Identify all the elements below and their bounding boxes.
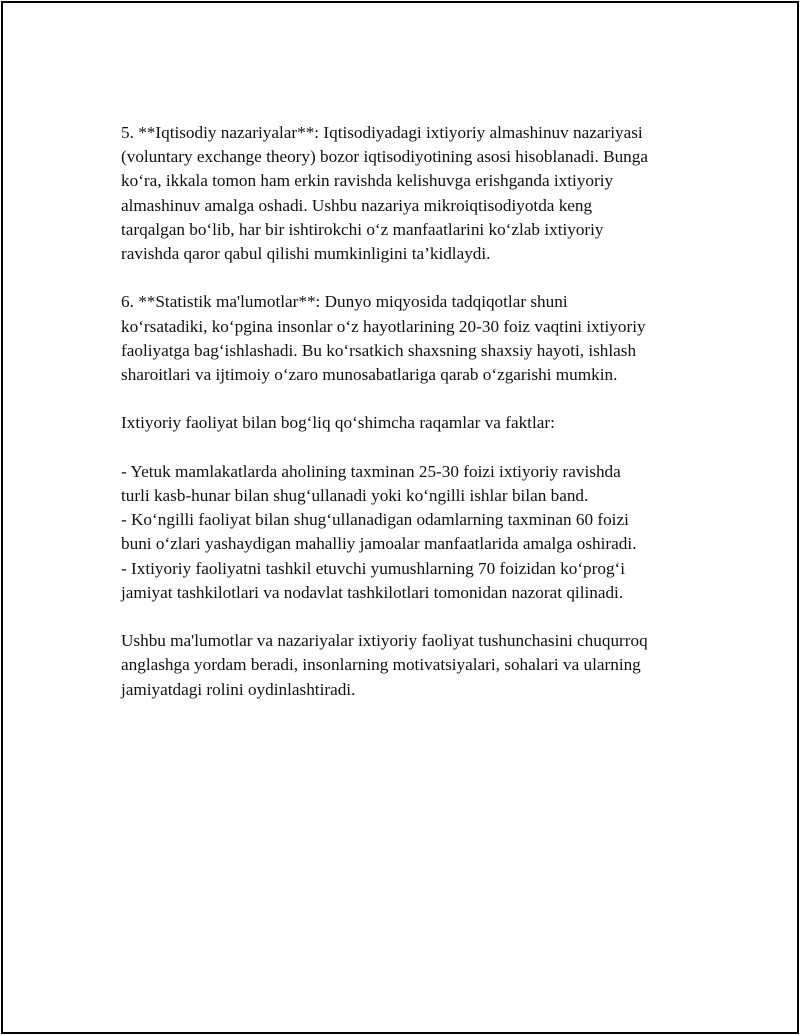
text-line: ravishda qaror qabul qilishi mumkinligini ta’kidlaydi. — [121, 244, 491, 264]
paragraph-statistics — [121, 290, 701, 387]
text-line: Ixtiyoriy faoliyat bilan bog‘liq qo‘shimcha raqamlar va faktlar: — [121, 413, 555, 433]
page-frame — [1, 1, 799, 1034]
document-body — [121, 121, 701, 702]
text-line: 6. **Statistik ma'lumotlar**: Dunyo miqyosida tadqiqotlar shuni — [121, 292, 568, 312]
paragraph-conclusion — [121, 629, 701, 702]
text-line: anglashga yordam beradi, insonlarning motivatsiyalari, sohalari va ularning — [121, 655, 641, 675]
text-line: ko‘rsatadiki, ko‘pgina insonlar o‘z hayotlarining 20-30 foiz vaqtini ixtiyoriy — [121, 316, 646, 336]
list-item-line: - Ko‘ngilli faoliyat bilan shug‘ullanadigan odamlarning taxminan 60 foizi — [121, 510, 629, 530]
text-line: faoliyatga bag‘ishlashadi. Bu ko‘rsatkich shaxsning shaxsiy hayoti, ishlash — [121, 340, 637, 360]
text-line: 5. **Iqtisodiy nazariyalar**: Iqtisodiyadagi ixtiyoriy almashinuv nazariyasi — [121, 123, 643, 142]
text-line: ko‘ra, ikkala tomon ham erkin ravishda kelishuvga erishganda ixtiyoriy — [121, 171, 614, 191]
list-item-line: - Yetuk mamlakatlarda aholining taxminan 25-30 foizi ixtiyoriy ravishda — [121, 461, 621, 481]
text-line: tarqalgan bo‘lib, har bir ishtirokchi o‘z manfaatlarini ko‘zlab ixtiyoriy — [121, 219, 604, 239]
list-item-line: jamiyat tashkilotlari va nodavlat tashkilotlari tomonidan nazorat qilinadi. — [121, 582, 624, 602]
list-item-line: buni o‘zlari yashaydigan mahalliy jamoalar manfaatlarida amalga oshiradi. — [121, 534, 637, 554]
text-line: sharoitlari va ijtimoiy o‘zaro munosabatlariga qarab o‘zgarishi mumkin. — [121, 365, 618, 385]
list-item-line: turli kasb-hunar bilan shug‘ullanadi yoki ko‘ngilli ishlar bilan band. — [121, 486, 589, 505]
text-line: jamiyatdagi rolini oydinlashtiradi. — [121, 679, 356, 699]
paragraph-economic-theories — [121, 121, 701, 266]
text-line: almashinuv amalga oshadi. Ushbu nazariya mikroiqtisodiyotda keng — [121, 195, 593, 215]
bullet-list-facts — [121, 460, 701, 605]
text-line: Ushbu ma'lumotlar va nazariyalar ixtiyoriy faoliyat tushunchasini chuqurroq — [121, 631, 648, 651]
list-item-line: - Ixtiyoriy faoliyatni tashkil etuvchi yumushlarning 70 foizidan ko‘prog‘i — [121, 558, 626, 578]
paragraph-facts-heading — [121, 411, 701, 435]
text-line: (voluntary exchange theory) bozor iqtisodiyotining asosi hisoblanadi. Bunga — [121, 147, 648, 167]
